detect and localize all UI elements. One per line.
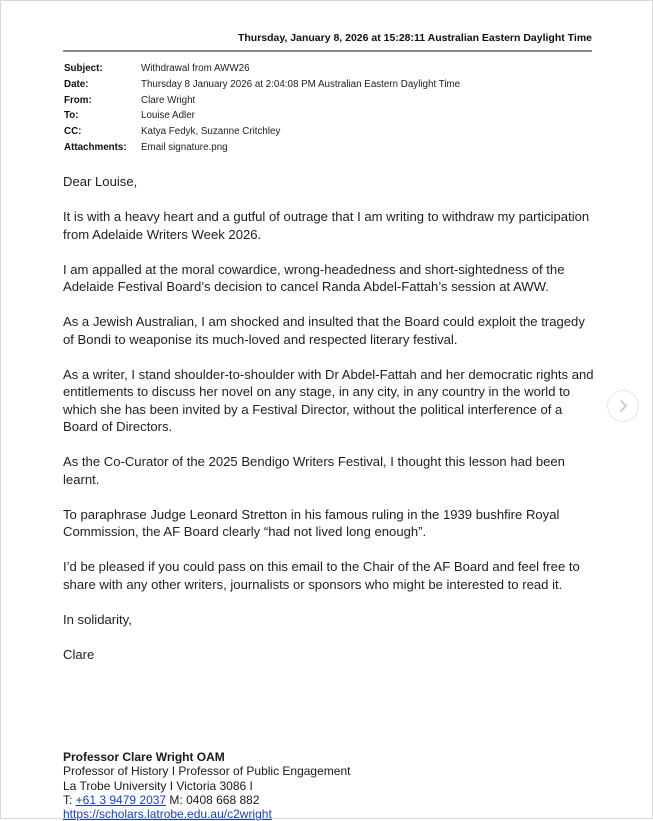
email-body (63, 173, 598, 681)
body-paragraph: To paraphrase Judge Leonard Stretton in his famous ruling in the 1939 bushfire Royal Commission, the AF Board clearly “had not lived long enough”. (63, 506, 560, 539)
meta-row-from (64, 92, 460, 108)
body-paragraph: As the Co-Curator of the 2025 Bendigo Writers Festival, I thought this lesson had been learnt. (63, 454, 565, 487)
phone-prefix: T: (63, 792, 76, 807)
meta-key: To: (64, 110, 79, 122)
meta-key: Subject: (64, 63, 103, 75)
phone-link[interactable]: +61 3 9479 2037 (75, 792, 167, 807)
meta-key: CC: (64, 126, 82, 138)
scholar-profile-link[interactable]: https://scholars.latrobe.edu.au/c2wright (63, 807, 272, 821)
meta-key: Attachments: (64, 141, 127, 153)
meta-row-attachments (64, 139, 460, 155)
body-paragraph: It is with a heavy heart and a gutful of outrage that I am writing to withdraw my participation from Adelaide Writers Week 2026. (63, 209, 590, 242)
meta-key: Date: (64, 79, 89, 91)
meta-row-subject (64, 61, 460, 77)
body-paragraph: I am appalled at the moral cowardice, wrong-headedness and short-sightedness of the Adelaide Festival Board’s decision to cancel Randa Abdel-Fattah’s session at AWW. (63, 261, 565, 294)
header-divider (63, 50, 592, 52)
greeting: Dear Louise, (63, 174, 138, 189)
chevron-right-icon (616, 399, 630, 413)
signoff: In solidarity, (63, 611, 132, 627)
body-paragraph: As a writer, I stand shoulder-to-shoulder with Dr Abdel-Fattah and her democratic rights and entitlements to discuss her novel on any stage, in any city, in any country in the world to which she has been invited by a Festival Director, without the political interference of a Board of Directors. (63, 366, 594, 434)
meta-value: Withdrawal from AWW26 (141, 63, 250, 75)
meta-value: Email signature.png (141, 141, 228, 153)
email-metadata (64, 61, 460, 155)
signature-institution: La Trobe University I Victoria 3086 I (63, 778, 253, 793)
body-paragraph: I’d be pleased if you could pass on this email to the Chair of the AF Board and feel free to share with any other writers, journalists or sponsors who might be interested to read it. (63, 559, 580, 592)
carousel-next-button[interactable] (607, 390, 639, 422)
signature-name: Professor Clare Wright OAM (63, 750, 225, 764)
signature-title: Professor of History I Professor of Public Engagement (63, 764, 351, 779)
signature-first-name: Clare (63, 646, 95, 662)
mobile-number: M: 0408 668 882 (166, 792, 260, 807)
meta-value: Louise Adler (141, 110, 195, 122)
signature-phone-line (63, 793, 463, 807)
meta-value: Katya Fedyk, Suzanne Critchley (141, 126, 281, 138)
email-signature-block (63, 750, 463, 821)
meta-value: Thursday 8 January 2026 at 2:04:08 PM Australian Eastern Daylight Time (141, 79, 461, 91)
meta-row-cc (64, 124, 460, 140)
meta-row-to (64, 108, 460, 124)
meta-row-date (64, 77, 460, 93)
meta-value: Clare Wright (141, 94, 196, 106)
body-paragraph: As a Jewish Australian, I am shocked and insulted that the Board could exploit the tragedy of Bondi to weaponise its much-loved and respected literary festival. (63, 314, 585, 347)
print-timestamp-header: Thursday, January 8, 2026 at 15:28:11 Australian Eastern Daylight Time (237, 32, 592, 44)
meta-key: From: (64, 94, 92, 106)
